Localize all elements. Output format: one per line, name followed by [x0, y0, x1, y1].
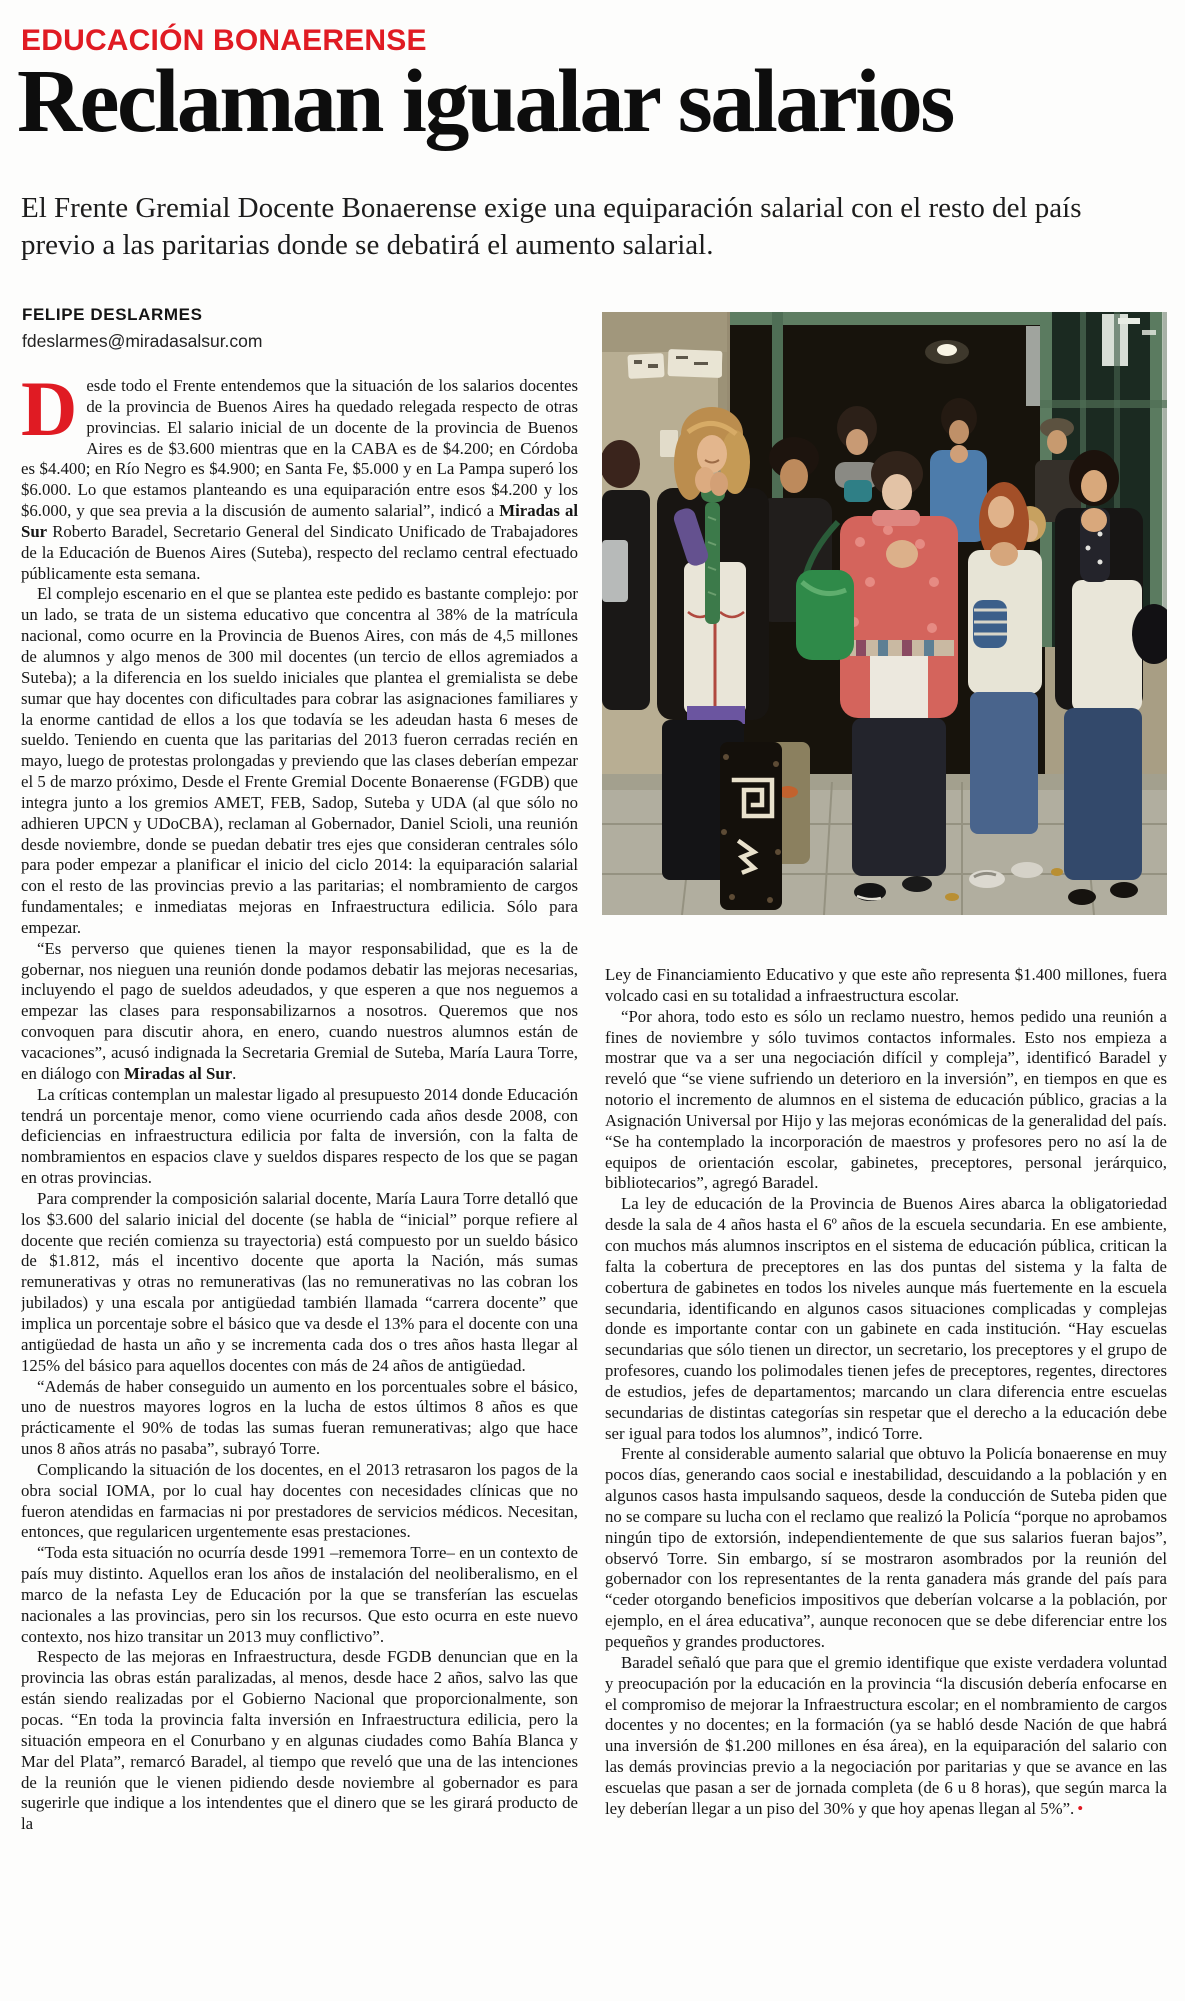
- article-paragraph: “Por ahora, todo esto es sólo un reclamo nuestro, hemos pedido una reunión a fines de noviembre y sólo tuvimos contactos informales. Esto nos empieza a mostrar que va a ser una negociación difícil y compleja”, identificó Baradel y reveló que “se viene sufriendo un deterioro en la inversión”, en tiempos en que es notorio el incremento de alumnos en el sistema de educación público, gracias a la Asignación Universal por Hijo y las mejoras económicas de la generalidad del país. “Se ha contemplado la incorporación de maestros y profesores pero no así la de equipos de orientación escolar, gabinetes, preceptores, personal jerárquico, bibliotecarios”, agregó Baradel.: [605, 1006, 1167, 1193]
- drop-cap: D: [21, 376, 78, 452]
- article-paragraph: Complicando la situación de los docentes, en el 2013 retrasaron los pagos de la obra social IOMA, por lo cual hay docentes con necesidades clínicas que no fueron atendidas en farmacias ni por prestadores de servicios médicos. Necesitan, entonces, que regularicen urgentemente esas prestaciones.: [21, 1459, 578, 1542]
- left-column: [21, 376, 578, 1956]
- article-paragraph: La críticas contemplan un malestar ligado al presupuesto 2014 donde Educación tendrá un porcentaje menor, como viene ocurriendo cada años desde 2008, con deficiencias en infraestructura edilicia por falta de inversión, con la falta de nombramientos en espacios clave y sueldos dispares respecto de los que se pagan en otras provincias.: [21, 1084, 578, 1188]
- article-headline: Reclaman igualar salarios: [17, 52, 953, 151]
- article-paragraph: La ley de educación de la Provincia de Buenos Aires abarca la obligatoriedad desde la sala de 4 años hasta el 6º años de la escuela secundaria. En ese ambiente, con muchos más alumnos inscriptos en el sistema de educación pública, critican la falta la cobertura de preceptores en las dos puntas del sistema y la falta de cobertura de gabinetes en todos los niveles aunque más fuertemente en la escuela secundaria, identificando en algunos casos situaciones complicadas y complejas donde es importante contar con un gabinete en cada institución. “Hay escuelas secundarias que sólo tienen un director, un secretario, los preceptores y el grupo de profesores, cuando los polimodales tienen jefes de preceptores, regentes, directores de estudios, jefes de departamentos; marcando un clara diferencia entre escuelas secundarias de distintas categorías sin respetar que el derecho a la educación debe ser igual para todos los alumnos”, indicó Torre.: [605, 1194, 1167, 1443]
- protest-crowd-illustration: [602, 312, 1167, 915]
- article-paragraph: Baradel señaló que para que el gremio identifique que existe verdadera voluntad y preocupación por la educación en la provincia “la discusión debería enfocarse en el compromiso de mejorar la Infraestructura escolar; en el nombramiento de cargos docentes y no docentes; en la formación (ya se habló desde Nación de que habrá una inversión de $1.200 millones en ésa área), en la equiparación del salario con las demás provincias previo a la negociación por paritarias y que se avance en las escuelas que pasan a ser de jornada completa (de 6 u 8 horas), que según marca la ley deberían llegar a un piso del 30% y que hoy apenas llegan al 5%”. •: [605, 1652, 1167, 1818]
- end-mark: •: [1077, 1798, 1084, 1818]
- article-paragraph: Para comprender la composición salarial docente, María Laura Torre detalló que los $3.600 del salario inicial del docente (se habla de “inicial” porque refiere al docente que recién comienza su trayectoria) está compuesto por un sueldo básico de $1.812, más el incentivo docente que aporta la Nación, más sumas remunerativas y otras no remunerativas (las no remunerativas no las cobran los jubilados) y una escala por antigüedad también llamada “carrera docente” que implica un porcentaje sobre el básico que va desde el 13% para el docente con una antigüedad de hasta un año y se incrementa cada dos o tres años hasta llegar al 125% del básico para aquellos docentes con más de 24 años de antigüedad.: [21, 1188, 578, 1375]
- byline-email: fdeslarmes@miradasalsur.com: [22, 331, 263, 351]
- article-paragraph: El complejo escenario en el que se plantea este pedido es bastante complejo: por un lado, se trata de un sistema educativo que concentra al 38% de la matrícula nacional, como ocurre en la Provincia de Buenos Aires, con más de 4,5 millones de alumnos y algo menos de 300 mil docentes (un tercio de ellos agremiados a Suteba); a la diferencia en los sueldo iniciales que plantea el gremialista se debe sumar que hay docentes con dificultades para cobrar las asignaciones familiares y la enorme cantidad de ellos a los que todavía se les adeudan hasta 6 meses de sueldo. Teniendo en cuenta que las paritarias del 2013 fueron cerradas recién en mayo, luego de protestas prolongadas y previendo que las clases deberían empezar el 5 de marzo próximo, Desde el Frente Gremial Docente Bonaerense (FGDB) que integra junto a los gremios AMET, FEB, Sadop, Suteba y UDA (al que sólo no adhieren UPCN y UDoCBA), reclaman al Gobernador, Daniel Scioli, una reunión desde noviembre, donde se puedan debatir tres ejes que consideran centrales sólo para poder empezar a planificar el inicio del ciclo 2014: la equiparación salarial con el resto de las provincias previo a las paritarias; el nombramiento de cargos fundamentales; e inmediatas mejoras en Infraestructura edilicia. Sólo para empezar.: [21, 584, 578, 937]
- article-photo: [602, 312, 1167, 915]
- article-paragraph: “Es perverso que quienes tienen la mayor responsabilidad, que es la de gobernar, nos nieguen una reunión donde podamos debatir las mejoras necesarias, incluyendo el pago de sueldos adeudados, y que esperen a que nos neguemos a empezar las clases para responsabilizarnos a nosotros. Queremos que nos convoquen para discutir ahora, en enero, cuando nuestros alumnos están de vacaciones”, acusó indignada la Secretaria Gremial de Suteba, María Laura Torre, en diálogo con Miradas al Sur.: [21, 938, 578, 1083]
- article-paragraph: Frente al considerable aumento salarial que obtuvo la Policía bonaerense en muy pocos días, generando caos social e inestabilidad, descuidando a la población y en algunos casos hasta impulsando saqueos, desde la conducción de Suteba piden que no se compare su lucha con el reclamo que realizó la Policía “porque no aprobamos ningún tipo de extorsión, independientemente de que sus salarios fueran bajos”, observó Torre. Sin embargo, sí se mostraron asombrados por la reunión del gobernador con los representantes de la renta ganadera más grande del país para “ceder otorgando beneficios impositivos que deberían volcarse a la población, por ejemplo, en el área educativa”, aunque reconocen que se debe diferenciar entre los pequeños y grandes productores.: [605, 1444, 1167, 1651]
- article-paragraph: Respecto de las mejoras en Infraestructura, desde FGDB denuncian que en la provincia las obras están paralizadas, al menos, desde hace 2 años, salvo las que están siendo realizadas por el Gobierno Nacional que proporcionalmente, son pocas. “En toda la provincia falta inversión en Infraestructura edilicia, pero la situación empeora en el Conurbano y en algunas ciudades como Bahía Blanca y Mar del Plata”, remarcó Baradel, al tiempo que reveló que una de las intenciones de la reunión que le vienen pidiendo desde noviembre al gobernador es para sugerirle que indique a los intendentes que el dinero que se les girará producto de la: [21, 1647, 578, 1834]
- article-paragraph: “Toda esta situación no ocurría desde 1991 –rememora Torre– en un contexto de país muy distinto. Aquellos eran los años de instalación del neoliberalismo, en el marco de la nefasta Ley de Educación por la que se transferían las escuelas nacionales a las provincias, pero sin los recursos. Que esto ocurra en este nuevo contexto, nos hizo transitar un 2013 muy conflictivo”.: [21, 1543, 578, 1646]
- article-paragraph: “Además de haber conseguido un aumento en los porcentuales sobre el básico, uno de nuestros mayores logros en la lucha de estos últimos 8 años es que prácticamente el 90% de todas las sumas fueran remunerativas; algo que hace unos 8 años atrás no pasaba”, subrayó Torre.: [21, 1376, 578, 1459]
- article-subheadline: El Frente Gremial Docente Bonaerense exige una equiparación salarial con el resto del país previo a las paritarias donde se debatirá el aumento salarial.: [21, 192, 1082, 261]
- article-paragraph: Ley de Financiamiento Educativo y que este año representa $1.400 millones, fuera volcado casi en su totalidad a infraestructura escolar.: [605, 965, 1167, 1005]
- section-kicker: EDUCACIÓN BONAERENSE: [21, 24, 427, 57]
- byline-author: FELIPE DESLARMES: [22, 305, 203, 324]
- article-paragraph: Desde todo el Frente entendemos que la situación de los salarios docentes de la provincia de Buenos Aires ha quedado relegada respecto de otras provincias. El salario inicial de un docente de la provincia de Buenos Aires es de $3.600 mientras que en la CABA es de $4.200; en Córdoba es $4.400; en Río Negro es $4.900; en Santa Fe, $5.000 y en La Pampa superó los $6.000. Lo que estamos planteando es una equiparación entre esos $4.200 y los $6.000, y que sea previa a la discusión de aumento salarial”, indicó a Miradas al Sur Roberto Baradel, Secretario General del Sindicato Unificado de Trabajadores de la Educación de Buenos Aires (Suteba), respecto del reclamo central efectuado públicamente esta semana.: [21, 376, 578, 583]
- right-column: [605, 965, 1167, 1962]
